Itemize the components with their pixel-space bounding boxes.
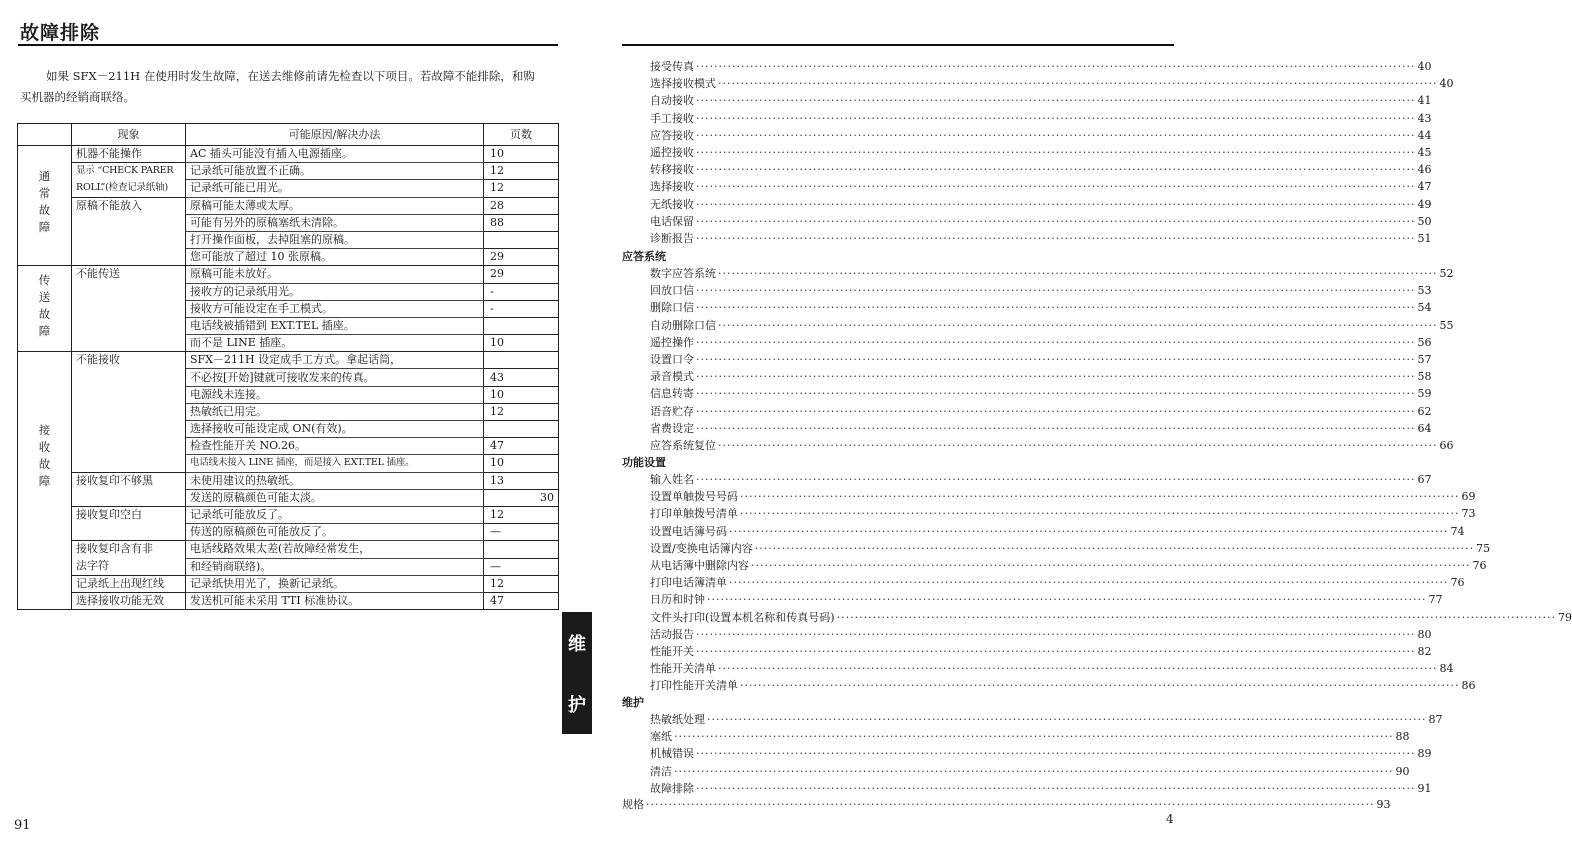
symptom-cell (72, 455, 186, 472)
page-cell: 10 (484, 146, 559, 163)
symptom-cell: 接收复印含有非 (72, 541, 186, 558)
symptom-cell: 法字符 (72, 558, 186, 575)
toc-entry-page: 74 (1450, 524, 1465, 538)
toc-leader-dots: ································································································································································ (696, 353, 1416, 366)
toc-entry-title: 应答系统复位 (650, 439, 716, 452)
toc-entry-title: 无纸接收 (650, 197, 694, 211)
toc-entry-page: 76 (1450, 576, 1465, 590)
toc-heading-maintenance: 维护 (622, 696, 644, 709)
header-cell: 页数 (484, 124, 559, 146)
table-row (18, 541, 559, 558)
toc-leader-dots: ································································································································································ (718, 318, 1438, 332)
toc-entry-title: 录音模式 (650, 370, 694, 384)
symptom-cell (72, 369, 186, 386)
toc-entry-title: 设置单触拨号号码 (650, 490, 738, 504)
section-tab-char: 维 (568, 633, 586, 655)
toc-entry-page: 46 (1417, 163, 1432, 177)
toc-leader-dots: ································································································································································ (751, 559, 1471, 572)
table-row (18, 300, 559, 317)
toc-entry (622, 230, 1432, 247)
toc-entry-title: 打印单触拨号清单 (650, 507, 738, 521)
toc-entry-page: 69 (1461, 490, 1476, 504)
cause-cell: 和经销商联络)。 (186, 558, 484, 575)
toc-leader-dots: ································································································································································ (718, 77, 1438, 91)
title-rule (622, 44, 1174, 46)
toc-entry-title: 选择接收模式 (650, 77, 716, 91)
toc-leader-dots: ································································································································································ (696, 404, 1416, 418)
toc-entry-page: 82 (1417, 645, 1432, 658)
toc-entry (622, 161, 1432, 178)
page-cell: — (484, 524, 559, 541)
toc-entry-title: 性能开关清单 (650, 662, 716, 676)
toc-entry-title: 输入姓名 (650, 473, 694, 486)
page-cell: 10 (484, 335, 559, 352)
toc-leader-dots: ································································································································································ (674, 730, 1394, 744)
cause-cell: 记录纸可能放置不正确。 (186, 163, 484, 180)
toc-entry (622, 523, 1465, 540)
toc-entry-title: 设置电话簿号码 (650, 524, 727, 538)
toc-leader-dots: ································································································································································ (718, 267, 1438, 280)
right-page (568, 0, 1572, 852)
toc-entry (622, 540, 1491, 557)
toc-entry-title: 转移接收 (650, 163, 694, 177)
cause-cell: 检查性能开关 NO.26。 (186, 438, 484, 455)
table-row (18, 352, 559, 369)
toc-entry (622, 557, 1487, 574)
toc-entry-title: 省费设定 (650, 421, 694, 435)
table-row (18, 592, 559, 609)
toc-entry-page: 53 (1417, 284, 1432, 298)
page-cell: 28 (484, 197, 559, 214)
symptom-cell: 不能接收 (72, 352, 186, 369)
table-row (18, 231, 559, 248)
toc-entry-page: 44 (1417, 128, 1432, 142)
table-row (18, 489, 559, 506)
cause-cell: 可能有另外的原稿塞纸未清除。 (186, 214, 484, 231)
symptom-cell: 显示 “CHECK PARER (72, 163, 186, 180)
toc-entry-title: 清洁 (650, 764, 672, 778)
toc-leader-dots: ································································································································································ (729, 576, 1449, 590)
toc-entry-page: 41 (1417, 94, 1432, 108)
symptom-cell: 接收复印空白 (72, 506, 186, 523)
symptom-cell (72, 489, 186, 506)
cause-cell: 传送的原稿颜色可能放反了。 (186, 524, 484, 541)
page-cell: 30 (484, 489, 559, 506)
table-row (18, 163, 559, 180)
toc-entry-spec: 规格 ·································································································································································· 93 (622, 798, 1391, 811)
toc-entry-page: 64 (1417, 421, 1432, 435)
toc-leader-dots: ································································································································································ (707, 593, 1427, 607)
toc-entry-page: 47 (1417, 180, 1432, 194)
toc-entry (622, 574, 1465, 591)
cause-cell: 电话线被插错到 EXT.TEL 插座。 (186, 317, 484, 334)
toc-entry (622, 385, 1432, 402)
toc-leader-dots: ································································································································································ (696, 111, 1416, 125)
cause-cell: 而不是 LINE 插座。 (186, 335, 484, 352)
toc-entry-title: 遥控接收 (650, 146, 694, 159)
toc-leader-dots: ································································································································································ (696, 146, 1416, 159)
toc-entry-title: 电话保留 (650, 214, 694, 228)
toc-entry (622, 317, 1454, 334)
toc-entry-page: 66 (1439, 439, 1454, 452)
toc-entry-title: 设置口令 (650, 353, 694, 366)
toc-entry (622, 660, 1454, 677)
toc-entry-title: 手工接收 (650, 111, 694, 125)
page-cell: 29 (484, 249, 559, 266)
table-row (18, 283, 559, 300)
toc-entry (622, 763, 1410, 780)
toc-entry-page: 77 (1428, 593, 1443, 607)
symptom-cell: 不能传送 (72, 266, 186, 283)
toc-entry-title: 回放口信 (650, 284, 694, 298)
toc-leader-dots: ································································································································································ (696, 214, 1416, 228)
cause-cell: AC 插头可能没有插入电源插座。 (186, 146, 484, 163)
toc-entry (622, 420, 1432, 437)
toc-entry (622, 334, 1432, 351)
table-row (18, 524, 559, 541)
page-cell: 12 (484, 163, 559, 180)
toc-leader-dots: ································································································································································ (696, 197, 1416, 211)
table-row (18, 438, 559, 455)
page-cell: 29 (484, 266, 559, 283)
page-cell: 47 (484, 438, 559, 455)
page-cell (484, 421, 559, 438)
toc-entry-page: 57 (1417, 353, 1432, 366)
toc-entry (622, 711, 1443, 728)
toc-entry (622, 368, 1432, 385)
symptom-cell: 原稿不能放入 (72, 197, 186, 214)
toc-leader-dots: ································································································································································ (696, 128, 1416, 142)
toc-entry (622, 609, 1572, 626)
table-header-row (18, 124, 559, 146)
toc-entry-page: 51 (1417, 232, 1432, 245)
page-cell (484, 352, 559, 369)
toc-leader-dots: ································································································································································ (696, 232, 1416, 245)
toc-leader-dots: ································································································································································ (696, 747, 1416, 761)
toc-entry (622, 110, 1432, 127)
toc-leader-dots: ································································································································································ (696, 180, 1416, 194)
toc-entry-title: 遥控操作 (650, 335, 694, 349)
toc-leader-dots: ································································································································································ (696, 473, 1416, 486)
cause-cell: 记录纸可能已用光。 (186, 180, 484, 197)
toc-entry-page: 62 (1417, 404, 1432, 418)
symptom-cell: 接收复印不够黑 (72, 472, 186, 489)
title-rule (18, 44, 558, 46)
toc-leader-dots: ································································································································································ (696, 284, 1416, 298)
troubleshooting-table (17, 123, 559, 610)
toc-entry-page: 55 (1439, 318, 1454, 332)
toc-entry-page: 58 (1417, 370, 1432, 384)
symptom-cell: 机器不能操作 (72, 146, 186, 163)
page-cell: 12 (484, 180, 559, 197)
toc-entry-title: 删除口信 (650, 301, 694, 315)
toc-leader-dots: ································································································································································ (696, 163, 1416, 177)
toc-entry (622, 488, 1476, 505)
symptom-cell (72, 317, 186, 334)
toc-entry-title: 活动报告 (650, 627, 694, 641)
table-row (18, 506, 559, 523)
cause-cell: 电源线未连接。 (186, 386, 484, 403)
toc-entry (622, 591, 1443, 608)
toc-entry-title: 热敏纸处理 (650, 713, 705, 726)
cause-cell: 发送机可能未采用 TTI 标准协议。 (186, 592, 484, 609)
toc-entry-title: 自动删除口信 (650, 318, 716, 332)
page-cell (484, 317, 559, 334)
toc-leader-dots: ································································································································································ (696, 60, 1416, 73)
page-cell: 12 (484, 403, 559, 420)
page-cell: 12 (484, 575, 559, 592)
toc-entry-page: 40 (1439, 77, 1454, 91)
cause-cell: 电话线路效果太差(若故障经常发生， (186, 541, 484, 558)
cause-cell: 不必按[开始]键就可接收发来的传真。 (186, 369, 484, 386)
table-row (18, 403, 559, 420)
toc-entry-title: 机械错误 (650, 747, 694, 761)
toc-entry-title: 自动接收 (650, 94, 694, 108)
toc-entry-page: 73 (1461, 507, 1476, 521)
table-row (18, 146, 559, 163)
cause-cell: 原稿可能未放好。 (186, 266, 484, 283)
symptom-cell: ROLL”(检查记录纸轴) (72, 180, 186, 197)
header-cell (18, 124, 72, 146)
page-cell: — (484, 558, 559, 575)
section-tab (562, 612, 592, 734)
cause-cell: SFX－211H 设定成手工方式。拿起话筒， (186, 352, 484, 369)
page-cell: 10 (484, 386, 559, 403)
page-cell: 13 (484, 472, 559, 489)
intro-line: 如果 SFX－211H 在使用时发生故障，在送去维修前请先检查以下项目。若故障不能排除，和购 (46, 69, 535, 83)
cause-cell: 您可能放了超过 10 张原稿。 (186, 249, 484, 266)
symptom-cell (72, 421, 186, 438)
symptom-cell (72, 283, 186, 300)
table-row (18, 386, 559, 403)
toc-leader-dots: ································································································································································ (754, 541, 1475, 555)
table-row (18, 558, 559, 575)
toc-entry-page: 75 (1476, 541, 1491, 555)
toc-entry-title: 数字应答系统 (650, 267, 716, 280)
toc-entry (622, 677, 1476, 694)
toc-entry-title: 接受传真 (650, 60, 694, 73)
toc-leader-dots: ································································································································································ (718, 662, 1438, 676)
toc-entry (622, 351, 1432, 368)
toc-entry (622, 780, 1432, 797)
toc-entry-page: 50 (1417, 214, 1432, 228)
toc-entry-page: 79 (1558, 610, 1572, 624)
toc-entry-page: 56 (1417, 335, 1432, 349)
toc-leader-dots: ································································································································································ (729, 524, 1449, 538)
table-row (18, 317, 559, 334)
section-tab-char: 护 (568, 694, 586, 716)
toc-leader-dots: ································································································································································ (740, 507, 1460, 521)
toc-leader-dots: ································································································································································ (740, 679, 1460, 693)
toc-entry-title: 从电话簿中删除内容 (650, 559, 749, 572)
symptom-cell (72, 214, 186, 231)
toc-entry (622, 643, 1432, 660)
toc-entry-page: 43 (1417, 111, 1432, 125)
toc-entry (622, 196, 1432, 213)
toc-leader-dots: ································································································································································ (674, 764, 1394, 778)
toc-entry-page: 49 (1417, 197, 1432, 211)
toc-entry (622, 265, 1454, 282)
toc-leader-dots: ································································································································································ (696, 301, 1416, 315)
cause-cell: 接收方可能设定在手工模式。 (186, 300, 484, 317)
table-row (18, 421, 559, 438)
page-cell: - (484, 300, 559, 317)
intro-line: 买机器的经销商联络。 (20, 90, 135, 104)
toc-entry-title: 文件头打印(设置本机名称和传真号码) (650, 610, 835, 624)
toc-leader-dots: ································································································································································ (696, 781, 1416, 795)
symptom-cell (72, 524, 186, 541)
toc-entry-page: 40 (1417, 60, 1432, 73)
toc-entry-page: 84 (1439, 662, 1454, 676)
cause-cell: 热敏纸已用完。 (186, 403, 484, 420)
symptom-cell (72, 231, 186, 248)
toc-entry-title: 日历和时钟 (650, 593, 705, 607)
toc-entry-title: 打印电话簿清单 (650, 576, 727, 590)
toc-entry (622, 299, 1432, 316)
page-cell: 88 (484, 214, 559, 231)
table-row (18, 249, 559, 266)
toc-leader-dots: ································································································································································ (696, 94, 1416, 108)
toc-entry (622, 505, 1476, 522)
toc-leader-dots: ································································································································································ (707, 713, 1427, 726)
toc-entry-title: 语音贮存 (650, 404, 694, 418)
toc-leader-dots: ································································································································································ (696, 645, 1416, 658)
toc-entry (622, 75, 1454, 92)
category-cell: 通 常 故 障 (18, 146, 72, 266)
toc-entry-page: 67 (1417, 473, 1432, 486)
page-cell: 43 (484, 369, 559, 386)
toc-entry-page: 90 (1395, 764, 1410, 778)
toc-leader-dots: ································································································································································ (718, 439, 1438, 452)
toc-entry-page: 88 (1395, 730, 1410, 744)
toc-heading-answer: 应答系统 (622, 250, 666, 263)
toc-entry-page: 89 (1417, 747, 1432, 761)
table-row (18, 266, 559, 283)
toc-entry (622, 282, 1432, 299)
page-cell: 10 (484, 455, 559, 472)
toc-entry (622, 127, 1432, 144)
symptom-cell (72, 438, 186, 455)
table-row (18, 197, 559, 214)
page-cell (484, 541, 559, 558)
table-row (18, 455, 559, 472)
cause-cell: 记录纸快用光了，换新记录纸。 (186, 575, 484, 592)
toc-entry-page: 76 (1472, 559, 1487, 572)
toc-entry-title: 信息转寄 (650, 387, 694, 401)
page-cell: - (484, 283, 559, 300)
cause-cell: 记录纸可能放反了。 (186, 506, 484, 523)
cause-cell: 打开操作面板，去掉阻塞的原稿。 (186, 231, 484, 248)
toc-leader-dots: ································································································································································ (740, 490, 1460, 504)
toc-entry (622, 745, 1432, 762)
cause-cell: 未使用建议的热敏纸。 (186, 472, 484, 489)
toc-entry-title: 诊断报告 (650, 232, 694, 245)
toc-entry-title: 设置/变换电话簿内容 (650, 541, 753, 555)
header-cell: 现象 (72, 124, 186, 146)
symptom-cell (72, 300, 186, 317)
toc-entry-title: 选择接收 (650, 180, 694, 194)
toc-entry-title: 故障排除 (650, 781, 694, 795)
cause-cell: 发送的原稿颜色可能太淡。 (186, 489, 484, 506)
symptom-cell: 选择接收功能无效 (72, 592, 186, 609)
toc-entry (622, 213, 1432, 230)
symptom-cell: 记录纸上出现红线 (72, 575, 186, 592)
toc-leader-dots: ································································································································································ (696, 627, 1416, 641)
toc-entry-page: 59 (1417, 387, 1432, 401)
category-cell: 传 送 故 障 (18, 266, 72, 352)
toc-heading-function: 功能设置 (622, 456, 666, 469)
toc-entry (622, 144, 1432, 161)
header-cell: 可能原因/解决办法 (186, 124, 484, 146)
toc-entry-page: 87 (1428, 713, 1443, 726)
symptom-cell (72, 335, 186, 352)
page-cell (484, 231, 559, 248)
table-row (18, 335, 559, 352)
toc-leader-dots: ································································································································································ (696, 335, 1416, 349)
table-row (18, 180, 559, 197)
toc-entry (622, 437, 1454, 454)
cause-cell: 选择接收可能设定成 ON(有效)。 (186, 421, 484, 438)
page-cell: 47 (484, 592, 559, 609)
toc-leader-dots: ································································································································································ (696, 421, 1416, 435)
toc-entry-page: 86 (1461, 679, 1476, 693)
toc-leader-dots: ································································································································································ (696, 370, 1416, 384)
toc-entry-title: 打印性能开关清单 (650, 679, 738, 693)
page-number: 4 (1166, 812, 1174, 826)
left-page (0, 0, 600, 852)
table-row (18, 472, 559, 489)
category-cell: 接 收 故 障 (18, 352, 72, 610)
cause-cell: 接收方的记录纸用光。 (186, 283, 484, 300)
toc-entry (622, 58, 1432, 75)
toc-entry (622, 403, 1432, 420)
page-cell: 12 (484, 506, 559, 523)
symptom-cell (72, 403, 186, 420)
toc-leader-dots: ································································································································································ (696, 387, 1416, 401)
table-row (18, 214, 559, 231)
table-row (18, 575, 559, 592)
toc-entry (622, 178, 1432, 195)
page-title: 故障排除 (20, 22, 101, 44)
toc-entry-page: 52 (1439, 267, 1454, 280)
toc-entry-page: 45 (1417, 146, 1432, 159)
toc-entry-page: 54 (1417, 301, 1432, 315)
table-row (18, 369, 559, 386)
toc-entry-page: 91 (1417, 781, 1432, 795)
cause-cell: 原稿可能太薄或太厚。 (186, 197, 484, 214)
toc-leader-dots: ································································································································································ (836, 610, 1557, 624)
cause-cell: 电话线未接入 LINE 插座，而是接入 EXT.TEL 插座。 (186, 455, 484, 472)
toc-entry (622, 728, 1410, 745)
intro-paragraph (20, 66, 565, 108)
toc-entry (622, 92, 1432, 109)
toc-entry-title: 应答接收 (650, 128, 694, 142)
toc-entry (622, 471, 1432, 488)
toc-entry-title: 塞纸 (650, 730, 672, 744)
page-number: 91 (14, 818, 31, 833)
toc-entry-title: 性能开关 (650, 645, 694, 658)
toc-entry-page: 80 (1417, 627, 1432, 641)
symptom-cell (72, 386, 186, 403)
symptom-cell (72, 249, 186, 266)
toc-entry (622, 626, 1432, 643)
